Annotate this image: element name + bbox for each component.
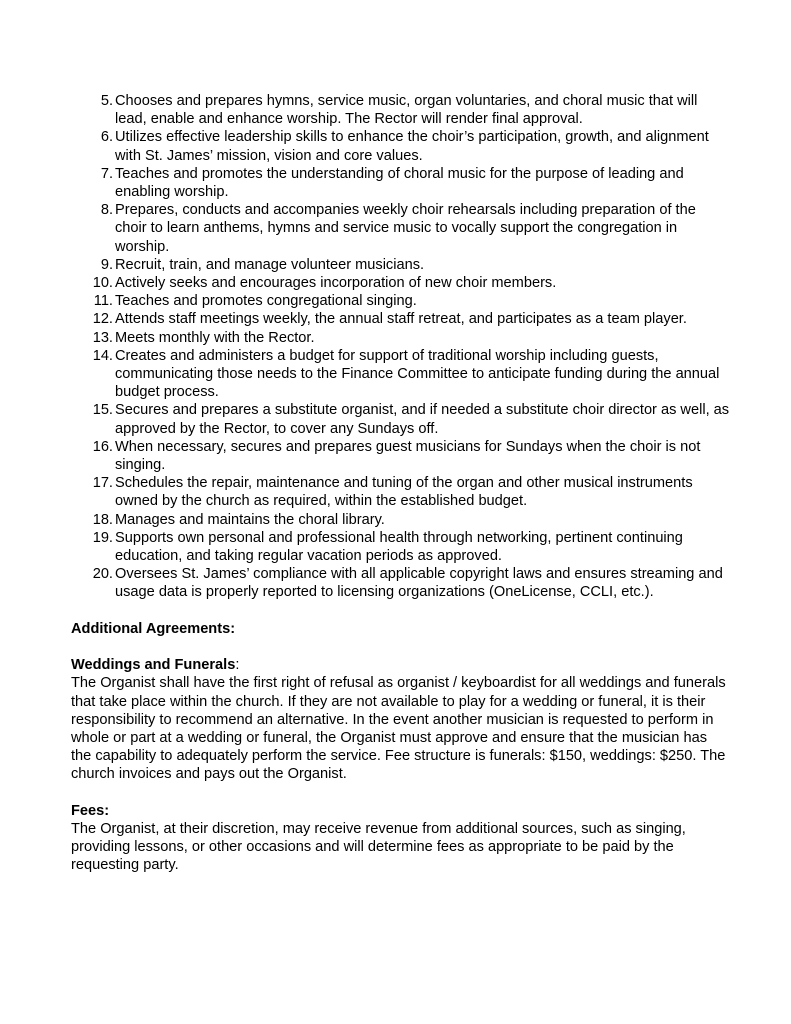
- list-item: [71, 128, 731, 164]
- list-item: [71, 347, 731, 402]
- list-item: [71, 165, 731, 201]
- list-item-text: Creates and administers a budget for support of traditional worship including guests, communicating those needs to the Finance Committee to anticipate funding during the annual budget process.: [115, 347, 720, 401]
- list-item-number: 12.: [92, 311, 113, 328]
- spacer: [71, 784, 731, 802]
- additional-agreements-heading: Additional Agreements:: [71, 620, 236, 637]
- list-item-text: Teaches and promotes the understanding of choral music for the purpose of leading and enabling worship.: [115, 165, 684, 201]
- weddings-heading: Weddings and Funerals: [71, 657, 236, 674]
- list-item-number: 5.: [100, 93, 113, 109]
- list-item-number: 15.: [92, 402, 113, 419]
- list-item-number: 9.: [100, 256, 113, 273]
- list-item: [71, 565, 731, 601]
- list-item-number: 19.: [92, 529, 113, 546]
- list-item-text: Teaches and promotes congregational singing.: [115, 293, 417, 310]
- list-item: [71, 274, 731, 292]
- list-item-text: Meets monthly with the Rector.: [115, 329, 315, 346]
- list-item-number: 18.: [92, 511, 113, 528]
- list-item-text: Supports own personal and professional health through networking, pertinent continuing education, and taking regular vacation periods as approved.: [115, 529, 683, 565]
- list-item-number: 17.: [92, 475, 113, 492]
- list-item-text: Chooses and prepares hymns, service music, organ voluntaries, and choral music that will lead, enable and enhance worship. The Rector will render final approval.: [115, 93, 698, 128]
- list-item: [71, 292, 731, 310]
- list-item: [71, 92, 731, 128]
- weddings-body: The Organist shall have the first right of refusal as organist / keyboardist for all weddings and funerals that take place within the church. If they are not available to play for a wedding or funeral, it is their responsibility to recommend an alternative. In the event another musician is requested to perform in whole or part at a wedding or funeral, the Organist must approve and ensure that the musician has the capability to adequately perform the service. Fee structure is funerals: $150, weddings: $250. The church invoices and pays out the Organist.: [71, 675, 726, 783]
- list-item: [71, 438, 731, 474]
- list-item: [71, 529, 731, 565]
- list-item-text: Prepares, conducts and accompanies weekly choir rehearsals including preparation of the choir to learn anthems, hymns and service music to vocally support the congregation in worship.: [115, 202, 696, 255]
- list-item: [71, 511, 731, 529]
- list-item-number: 10.: [92, 275, 113, 292]
- list-item-text: Manages and maintains the choral library.: [115, 511, 385, 528]
- weddings-section: [71, 656, 731, 783]
- fees-section: [71, 802, 731, 875]
- list-item-text: Recruit, train, and manage volunteer musicians.: [115, 256, 425, 273]
- list-item-text: Actively seeks and encourages incorporation of new choir members.: [115, 275, 557, 292]
- spacer: [71, 602, 731, 620]
- list-item-number: 11.: [93, 293, 113, 310]
- list-item-number: 6.: [100, 129, 113, 146]
- list-item-number: 16.: [92, 438, 113, 455]
- list-item-text: Secures and prepares a substitute organist, and if needed a substitute choir director as well, as approved by the Rector, to cover any Sundays off.: [115, 402, 730, 437]
- list-item: [71, 329, 731, 347]
- list-item-number: 14.: [92, 347, 113, 364]
- weddings-heading-colon: :: [235, 657, 240, 674]
- list-item-text: Attends staff meetings weekly, the annual staff retreat, and participates as a team player.: [115, 311, 687, 328]
- list-item-number: 20.: [92, 566, 113, 583]
- list-item-text: When necessary, secures and prepares guest musicians for Sundays when the choir is not singing.: [115, 438, 701, 474]
- weddings-heading-line: [71, 656, 731, 674]
- list-item-text: Schedules the repair, maintenance and tuning of the organ and other musical instruments owned by the church as required, within the established budget.: [115, 475, 693, 510]
- list-item-number: 8.: [100, 202, 113, 219]
- spacer: [71, 638, 731, 656]
- list-item: [71, 474, 731, 510]
- list-item-number: 7.: [100, 165, 113, 182]
- list-item: [71, 310, 731, 328]
- list-item: [71, 256, 731, 274]
- fees-heading: Fees:: [71, 802, 110, 819]
- list-item-text: Utilizes effective leadership skills to enhance the choir’s participation, growth, and alignment with St. James’ mission, vision and core values.: [115, 129, 709, 164]
- fees-body: The Organist, at their discretion, may receive revenue from additional sources, such as singing, providing lessons, or other occasions and will determine fees as appropriate to be paid by the requesting party.: [71, 821, 686, 874]
- list-item-number: 13.: [92, 329, 113, 346]
- document-page: [71, 92, 731, 875]
- list-item: [71, 201, 731, 256]
- duties-list: [71, 92, 731, 602]
- list-item-text: Oversees St. James’ compliance with all applicable copyright laws and ensures streaming and usage data is properly reported to licensing organizations (OneLicense, CCLI, etc.).: [115, 566, 723, 601]
- list-item: [71, 401, 731, 437]
